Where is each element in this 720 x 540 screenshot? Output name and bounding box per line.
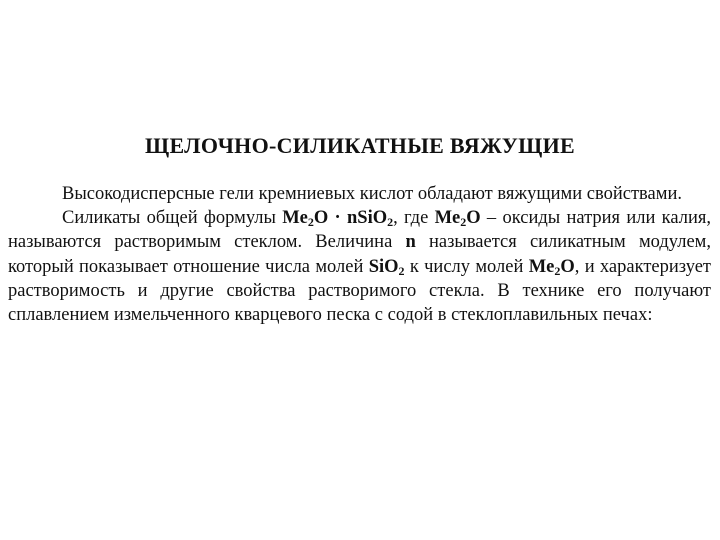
formula-oxide bbox=[435, 208, 481, 228]
formula-me2o bbox=[529, 257, 575, 277]
paragraph-silicates bbox=[8, 206, 711, 327]
formula-part: O bbox=[466, 208, 481, 229]
subscript: 2 bbox=[387, 215, 394, 230]
subscript: 2 bbox=[554, 263, 561, 278]
variable-n: n bbox=[405, 232, 416, 253]
subscript: 2 bbox=[460, 215, 467, 230]
formula-sio2 bbox=[369, 257, 405, 277]
formula-part: Me bbox=[282, 208, 308, 229]
formula-part: O bbox=[560, 256, 575, 277]
formula-general bbox=[282, 208, 393, 228]
document-body bbox=[8, 182, 711, 327]
text-segment: , где bbox=[393, 208, 435, 229]
text-segment: называется силикатным модулем, который показывает отношение числа молей bbox=[8, 232, 711, 277]
formula-part: O · nSiO bbox=[313, 208, 388, 229]
document-title: ЩЕЛОЧНО-СИЛИКАТНЫЕ ВЯЖУЩИЕ bbox=[145, 133, 575, 158]
formula-part: Me bbox=[434, 208, 461, 229]
text-segment: , и характеризует растворимость и другие свойства растворимого стекла. В технике его получают сплавлением измельченного кварцевого песка с содой в стеклоплавильных печах: bbox=[8, 256, 711, 326]
paragraph-gels: Высокодисперсные гели кремниевых кислот обладают вяжущими свойствами. bbox=[62, 184, 682, 204]
formula-part: Me bbox=[528, 256, 555, 277]
text-segment: Силикаты общей формулы bbox=[62, 208, 283, 229]
formula-part: SiO bbox=[368, 256, 399, 277]
subscript: 2 bbox=[307, 215, 314, 230]
subscript: 2 bbox=[398, 263, 405, 278]
text-segment: к числу молей bbox=[404, 256, 529, 277]
text-segment: – оксиды натрия или калия, называются растворимым стеклом. Величина bbox=[8, 208, 712, 253]
